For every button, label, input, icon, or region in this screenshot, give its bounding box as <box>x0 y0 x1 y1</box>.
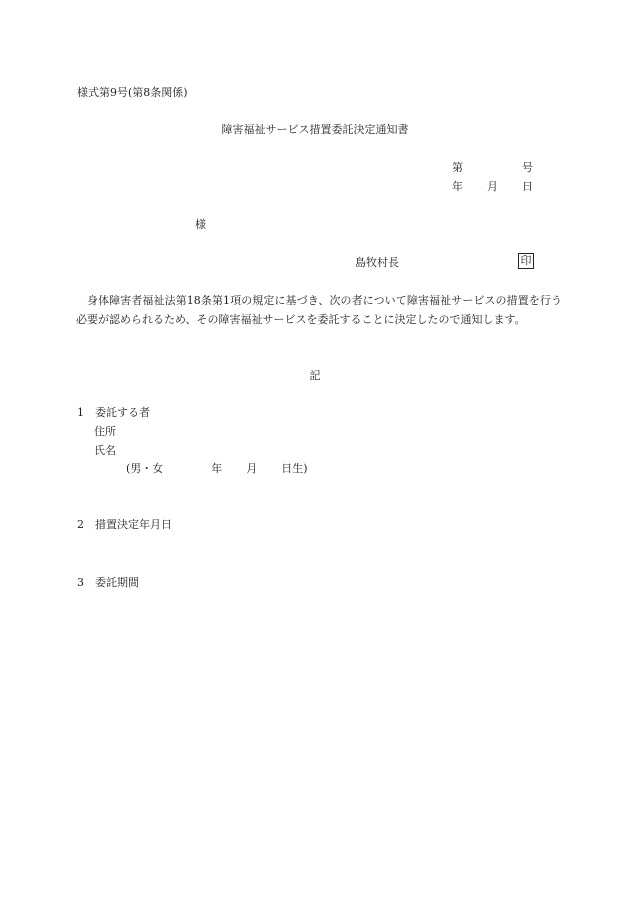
address-label: 住所 <box>94 425 116 438</box>
document-title: 障害福祉サービス措置委託決定通知書 <box>221 123 409 136</box>
item-entrusted-person: 1 委託する者 <box>77 406 150 419</box>
issue-date-month: 月 <box>487 180 498 193</box>
issuer-name: 島牧村長 <box>355 256 399 269</box>
form-number-label: 様式第9号(第8条関係) <box>77 86 188 99</box>
notice-body-text: 身体障害者福祉法第18条第1項の規定に基づき、次の者について障害福祉サービスの措置を行う必要が認められるため、その障害福祉サービスを委託することに決定したので通知します。 <box>76 294 562 326</box>
name-label: 氏名 <box>94 444 116 457</box>
issue-date-day: 日 <box>522 180 533 193</box>
item-decision-date: 2 措置決定年月日 <box>77 518 172 531</box>
item-entrustment-period: 3 委託期間 <box>77 576 139 589</box>
birth-month-label: 月 <box>246 462 258 475</box>
sex-choice: (男・女 <box>126 462 164 475</box>
sex-birthdate-row <box>126 462 308 476</box>
birth-day-label: 日生) <box>281 462 308 475</box>
seal-mark: 印 <box>518 253 534 269</box>
issue-date-year: 年 <box>452 180 463 193</box>
document-number-suffix: 号 <box>522 161 533 174</box>
birth-year-label: 年 <box>211 462 223 475</box>
document-number-prefix: 第 <box>452 161 463 174</box>
addressee-honorific: 様 <box>195 218 206 231</box>
ki-heading: 記 <box>309 369 321 382</box>
